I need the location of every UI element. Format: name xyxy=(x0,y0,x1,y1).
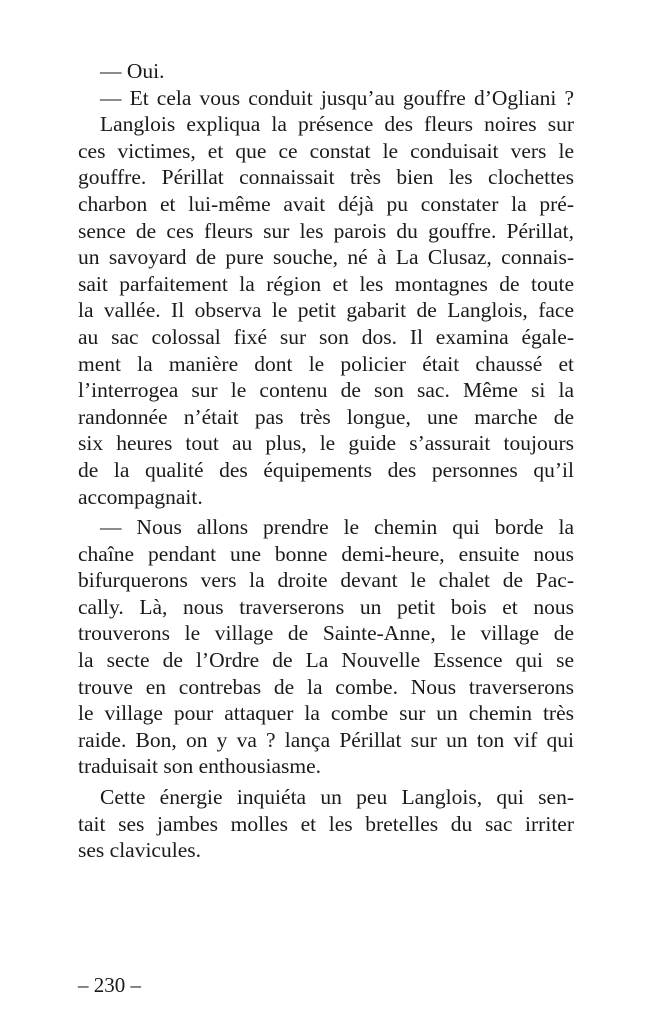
text-line: ment la manière dont le policier était chaussé et xyxy=(78,351,574,376)
text-line: Cette énergie inquiéta un peu Langlois, qui sen- xyxy=(100,785,574,810)
text-line: la vallée. Il observa le petit gabarit de Langlois, face xyxy=(78,298,574,323)
text-line: accompagnait. xyxy=(78,484,203,509)
text-line: six heures tout au plus, le guide s’assurait toujours xyxy=(78,431,574,456)
text-line: tait ses jambes molles et les bretelles du sac irriter xyxy=(78,811,574,836)
text-line: la secte de l’Ordre de La Nouvelle Essence qui se xyxy=(78,648,574,673)
text-line: traduisait son enthousiasme. xyxy=(78,754,322,779)
body-text xyxy=(78,58,574,864)
text-line: l’interrogea sur le contenu de son sac. Même si la xyxy=(78,378,574,403)
text-line: trouve en contrebas de la combe. Nous traverserons xyxy=(78,674,574,699)
text-line: — Oui. xyxy=(100,59,165,83)
text-line: gouffre. Périllat connaissait très bien les clochettes xyxy=(78,165,574,190)
text-line: de la qualité des équipements des personnes qu’il xyxy=(78,457,574,482)
text-line: ces victimes, et que ce constat le conduisait vers le xyxy=(78,138,574,163)
text-line: — Et cela vous conduit jusqu’au gouffre d’Ogliani ? xyxy=(100,85,574,110)
text-line: le village pour attaquer la combe sur un chemin très xyxy=(78,701,574,726)
text-line: chaîne pendant une bonne demi-heure, ensuite nous xyxy=(78,541,574,566)
text-line: charbon et lui-même avait déjà pu constater la pré- xyxy=(78,191,574,216)
text-line: au sac colossal fixé sur son dos. Il examina égale- xyxy=(78,324,574,349)
page-number: – 230 – xyxy=(78,973,141,997)
text-line: sence de ces fleurs sur les parois du gouffre. Périllat, xyxy=(78,218,574,243)
text-line: Langlois expliqua la présence des fleurs noires sur xyxy=(100,112,574,137)
text-line: un savoyard de pure souche, né à La Clusaz, connais- xyxy=(78,245,574,270)
text-line: — Nous allons prendre le chemin qui borde la xyxy=(100,515,574,540)
text-line: sait parfaitement la région et les montagnes de toute xyxy=(78,271,574,296)
text-line: raide. Bon, on y va ? lança Périllat sur un ton vif qui xyxy=(78,727,574,752)
text-line: cally. Là, nous traverserons un petit bois et nous xyxy=(78,594,574,619)
text-line: randonnée n’était pas très longue, une marche de xyxy=(78,404,574,429)
text-line: trouverons le village de Sainte-Anne, le village de xyxy=(78,621,574,646)
text-line: ses clavicules. xyxy=(78,838,201,863)
text-line: bifurquerons vers la droite devant le chalet de Pac- xyxy=(78,568,574,593)
